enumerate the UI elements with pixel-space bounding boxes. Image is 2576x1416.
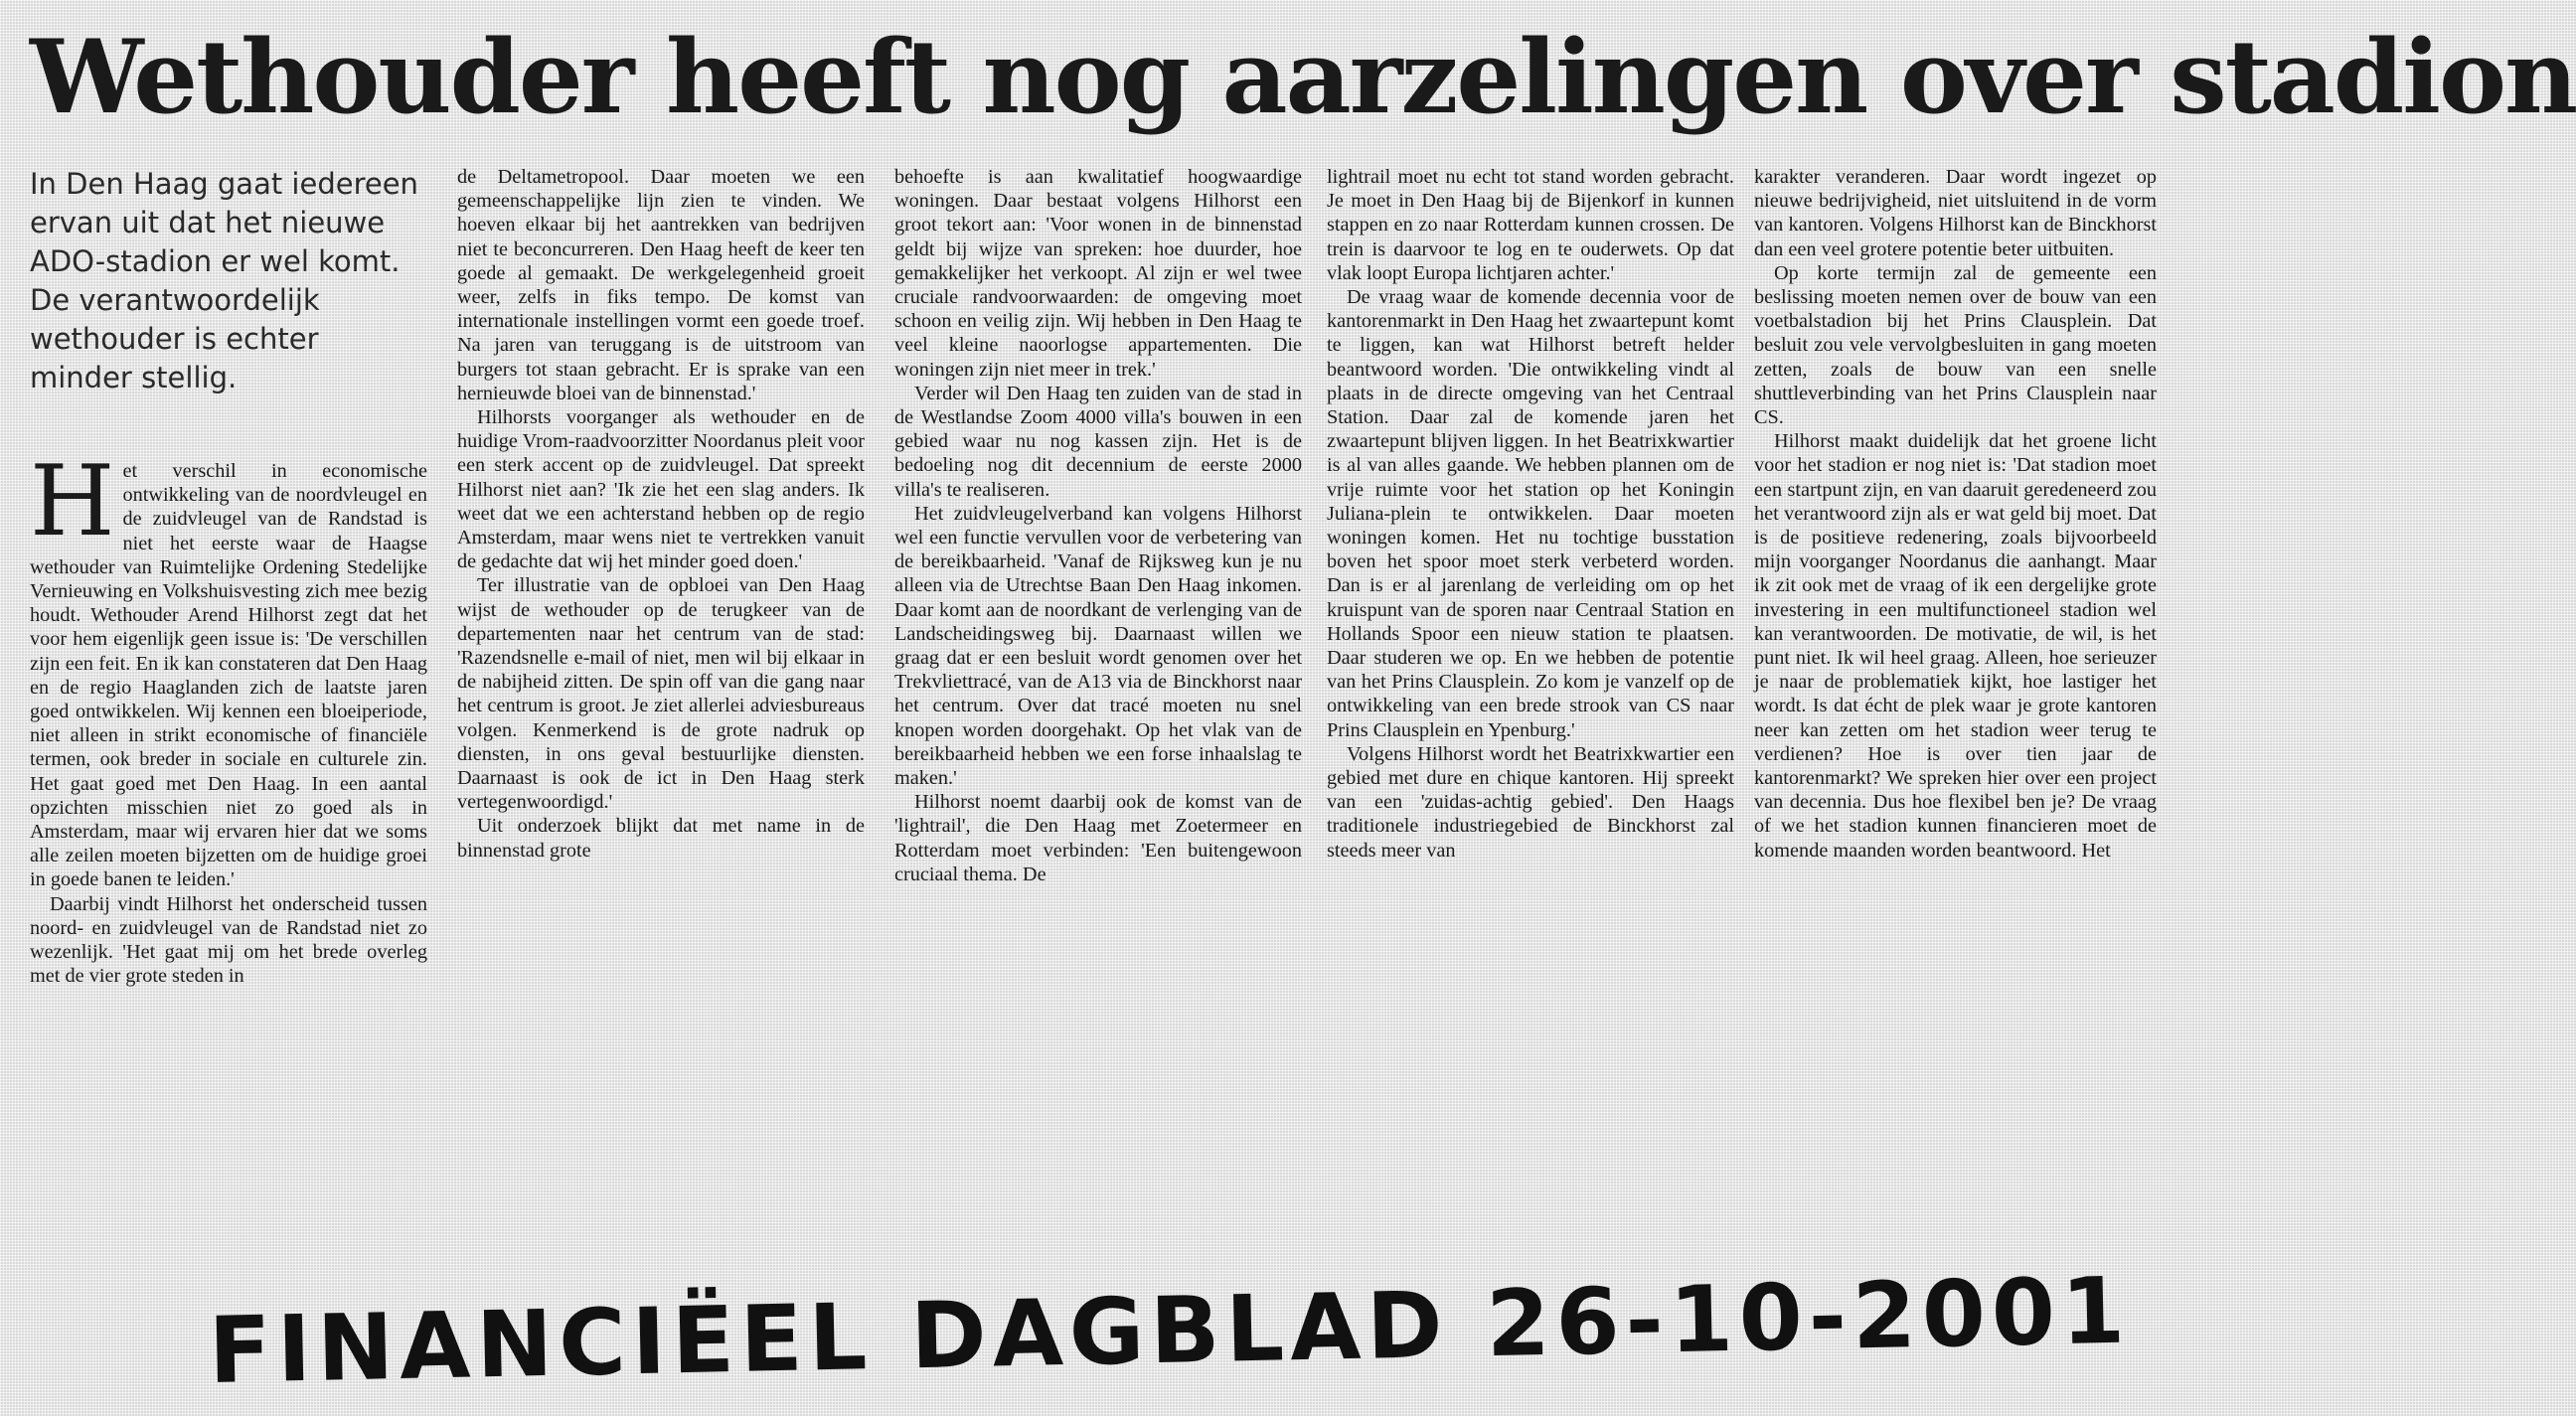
paragraph: Het zuidvleugelverband kan volgens Hilhorst wel een functie vervullen voor de verbetering van de bereikbaarheid. 'Vanaf de Rijksweg kun je nu alleen via de Utrechtse Baan Den Haag inkomen. Daar komt aan de noordkant de verlenging van de Landscheidingsweg bij. Daarnaast willen we graag dat er een besluit wordt genomen over het Trekvliettracé, van de A13 via de Binckhorst naar het centrum. Over dat tracé moeten nu snel knopen worden doorgehakt. Op het vlak van de bereikbaarheid hebben we een forse inhaalslag te maken.' bbox=[894, 502, 1302, 790]
article-lead: In Den Haag gaat iedereen ervan uit dat het nieuwe ADO-stadion er wel komt. De verantwoordelijk wethouder is echter minder stellig. bbox=[30, 167, 418, 394]
drop-cap: H bbox=[30, 445, 115, 558]
paragraph: Hilhorst maakt duidelijk dat het groene licht voor het stadion er nog niet is: 'Dat stadion moet een startpunt zijn, en van daaruit geredeneerd zou het verantwoord zijn als er wat geld bij moet. Dat is de positieve redenering, zoals bijvoorbeeld mijn voorganger Noordanus die aanhangt. Maar ik zit ook met de vraag of ik een dergelijke grote investering in een multifunctioneel stadion wel kan verantwoorden. De motivatie, de wil, is het punt niet. Ik wil heel graag. Alleen, hoe serieuzer je naar de problematiek kijkt, hoe lastiger het wordt. Is dat écht de plek waar je grote kantoren neer kan zetten om het stadion weer terug te verdienen? Hoe is over tien jaar de kantorenmarkt? We spreken hier over een project van decennia. Dus hoe flexibel ben je? De vraag of we het stadion kunnen financieren moet de komende maanden worden beantwoord. Het bbox=[1754, 430, 2157, 862]
paragraph: Hilhorsts voorganger als wethouder en de huidige Vrom-raadvoorzitter Noordanus pleit voor een sterk accent op de zuidvleugel. Dat spreekt Hilhorst niet aan? 'Ik zie het een slag anders. Ik weet dat we een achterstand hebben op de regio Amsterdam, maar wens niet te vertrekken vanuit de gedachte dat wij het minder goed doen.' bbox=[457, 406, 865, 573]
paragraph: Op korte termijn zal de gemeente een beslissing moeten nemen over de bouw van een voetbalstadion bij het Prins Clausplein. Dat besluit zou vele vervolgbesluiten in gang moeten zetten, zoals de bouw van een snelle shuttleverbinding van het Prins Clausplein naar CS. bbox=[1754, 261, 2157, 429]
paragraph: De vraag waar de komende decennia voor de kantorenmarkt in Den Haag het zwaartepunt komt te liggen, kan wat Hilhorst betreft helder beantwoord worden. 'Die ontwikkeling vindt al plaats in de directe omgeving van het Centraal Station. Daar zal de komende jaren het zwaartepunt blijven liggen. In het Beatrixkwartier is al van alles gaande. We hebben plannen om de vrije ruimte voor het station op het Koningin Juliana-plein te ontwikkelen. Daar moeten woningen komen. Het nu tochtige busstation boven het spoor moet sterk verbeterd worden. Dan is er al jarenlang de verleiding om op het kruispunt van de sporen naar Centraal Station en Hollands Spoor een nieuw station te plaatsen. Daar studeren we op. En we hebben de potentie van het Prins Clausplein. Zo kom je vanzelf op de ontwikkeling van een brede strook van CS naar Prins Clausplein en Ypenburg.' bbox=[1327, 286, 1734, 741]
paragraph: behoefte is aan kwalitatief hoogwaardige woningen. Daar bestaat volgens Hilhorst een groot tekort aan: 'Voor wonen in de binnenstad geldt bij wijze van spreken: hoe duurder, hoe gemakkelijker het verkoopt. Al zijn er wel twee cruciale randvoorwaarden: de omgeving moet schoon en veilig zijn. Wij hebben in Den Haag te veel kleine naoorlogse appartementen. Die woningen zijn niet meer in trek.' bbox=[894, 166, 1302, 381]
article-headline: Wethouder heeft nog aarzelingen over stadion bbox=[30, 18, 2576, 137]
article-column-3 bbox=[894, 165, 1302, 1254]
article-column-4 bbox=[1327, 165, 1734, 1254]
paragraph: Daarbij vindt Hilhorst het onderscheid tussen noord- en zuidvleugel van de Randstad niet zo wezenlijk. 'Het gaat mij om het brede overleg met de vier grote steden in bbox=[30, 892, 427, 988]
article-column-1 bbox=[30, 445, 427, 1254]
paragraph: de Deltametropool. Daar moeten we een gemeenschappelijke lijn zien te vinden. We hoeven elkaar bij het aantrekken van bedrijven niet te beconcurreren. Den Haag heeft de keer ten goede al gemaakt. De werkgelegenheid groeit weer, zelfs in fiks tempo. De komst van internationale instellingen vormt een goede troef. Na jaren van teruggang is de uitstroom van burgers tot staan gebracht. Er is sprake van een hernieuwde bloei van de binnenstad.' bbox=[457, 166, 865, 404]
paragraph: et verschil in economische ontwikkeling van de noordvleugel en de zuidvleugel van de Randstad is niet het eerste waar de Haagse wethouder van Ruimtelijke Ordening Stedelijke Vernieuwing en Volkshuisvesting zich mee bezig houdt. Wethouder Arend Hilhorst zegt dat het voor hem eigenlijk geen issue is: 'De verschillen zijn een feit. En ik kan constateren dat Den Haag en de regio Haaglanden zich de laatste jaren goed ontwikkelen. Wij kennen een bloeiperiode, niet alleen in strikt economische of financiële termen, ook breder in sociale en culturele zin. Het gaat goed met Den Haag. In een aantal opzichten misschien niet zo goed als in Amsterdam, maar wij ervaren hier dat we soms alle zeilen moeten bijzetten om de huidige groei in goede banen te leiden.' bbox=[30, 460, 427, 891]
article-column-5 bbox=[1754, 165, 2157, 1254]
paragraph: Uit onderzoek blijkt dat met name in de binnenstad grote bbox=[457, 815, 865, 862]
paragraph: Ter illustratie van de opbloei van Den Haag wijst de wethouder op de terugkeer van de departementen naar het centrum van de stad: 'Razendsnelle e-mail of niet, men wil bij elkaar in de nabijheid zitten. De spin off van die gang naar het centrum is groot. Je ziet allerlei adviesbureaus volgen. Kenmerkend is de grote nadruk op diensten, in ons geval bestuurlijke diensten. Daarnaast is ook de ict in Den Haag sterk vertegenwoordigd.' bbox=[457, 574, 865, 814]
article-column-2 bbox=[457, 165, 865, 1254]
paragraph: Volgens Hilhorst wordt het Beatrixkwartier een gebied met dure en chique kantoren. Hij spreekt van een 'zuidas-achtig gebied'. Den Haags traditionele industriegebied de Binckhorst zal steeds meer van bbox=[1327, 742, 1734, 862]
paragraph: karakter veranderen. Daar wordt ingezet op nieuwe bedrijvigheid, niet uitsluitend in de vorm van kantoren. Volgens Hilhorst kan de Binckhorst dan een veel grotere potentie beter uitbuiten. bbox=[1754, 166, 2157, 260]
handwritten-source-date: FINANCIËEL DAGBLAD 26-10-2001 bbox=[207, 1257, 2132, 1404]
paragraph: Hilhorst noemt daarbij ook de komst van de 'lightrail', die Den Haag met Zoetermeer en Rotterdam moet verbinden: 'Een buitengewoon cruciaal thema. De bbox=[894, 791, 1302, 885]
paragraph: lightrail moet nu echt tot stand worden gebracht. Je moet in Den Haag bij de Bijenkorf in kunnen stappen en zo naar Rotterdam kunnen crossen. De trein is daarvoor te log en te ouderwets. Op dat vlak loopt Europa lichtjaren achter.' bbox=[1327, 166, 1734, 284]
paragraph: Verder wil Den Haag ten zuiden van de stad in de Westlandse Zoom 4000 villa's bouwen in een gebied waar nu nog kassen zijn. Het is de bedoeling nog dit decennium de eerste 2000 villa's te realiseren. bbox=[894, 382, 1302, 501]
